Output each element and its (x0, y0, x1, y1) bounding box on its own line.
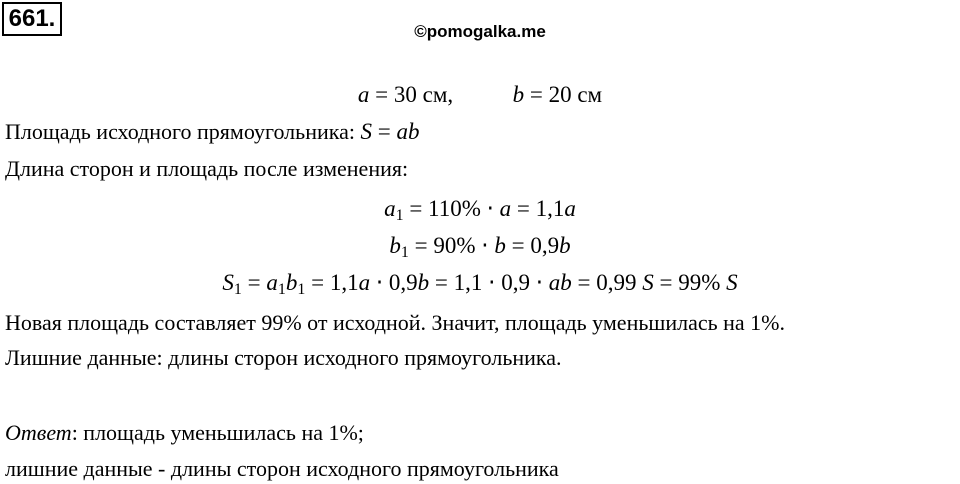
eq3-a2: a (358, 270, 371, 295)
eq2-sub: 1 (400, 244, 409, 261)
eq3-a: a (266, 270, 278, 295)
eq3-b2: b (417, 270, 430, 295)
area-eq: = (371, 119, 397, 144)
eq1-a2: a (499, 196, 512, 221)
eq3-b-sub: 1 (297, 281, 306, 298)
eq3-eq: = (241, 270, 267, 295)
problem-number: 661. (2, 2, 62, 36)
equation-b1 (0, 231, 960, 261)
equation-a1 (0, 194, 960, 224)
b-value: = 20 см (524, 82, 603, 107)
eq1-a: a (384, 196, 396, 221)
area-s: S (360, 119, 372, 144)
eq1-rhs: = 110% ⋅ (403, 196, 500, 221)
eq2-rhs: = 90% ⋅ (408, 233, 495, 258)
answer-line-2: лишние данные - длины сторон исходного прямоугольника (5, 456, 559, 481)
area-ab: ab (396, 119, 420, 144)
area-label: Площадь исходного прямоугольника: (5, 119, 361, 144)
answer-line (5, 420, 364, 446)
area-line (5, 119, 419, 145)
var-a: a (357, 82, 370, 107)
eq3-p5: = 99% (653, 270, 727, 295)
eq3-p2: ⋅ 0,9 (370, 270, 418, 295)
eq1-mid: = 1,1 (511, 196, 565, 221)
extra-data-text: Лишние данные: длины сторон исходного прямоугольника. (5, 345, 562, 370)
eq2-mid: = 0,9 (505, 233, 560, 258)
eq3-ab: ab (548, 270, 572, 295)
eq3-s-sub: 1 (233, 281, 242, 298)
eq3-p4: = 0,99 (571, 270, 643, 295)
watermark: ©pomogalka.me (414, 22, 546, 41)
eq3-s3: S (726, 270, 738, 295)
change-label: Длина сторон и площадь после изменения: (5, 156, 409, 181)
eq3-a-sub: 1 (277, 281, 286, 298)
answer-label: Ответ (5, 420, 72, 445)
equation-s1 (0, 268, 960, 298)
eq3-b: b (285, 270, 298, 295)
eq2-b3: b (559, 233, 571, 258)
given-values (0, 80, 960, 110)
eq3-s2: S (642, 270, 654, 295)
eq3-p3: = 1,1 ⋅ 0,9 ⋅ (429, 270, 549, 295)
eq1-a3: a (564, 196, 576, 221)
eq2-b: b (389, 233, 401, 258)
conclusion-text: Новая площадь составляет 99% от исходной. Значит, площадь уменьшилась на 1%. (5, 310, 786, 335)
eq3-s: S (222, 270, 234, 295)
a-value: = 30 см, (369, 82, 454, 107)
eq2-b2: b (494, 233, 506, 258)
eq1-sub: 1 (395, 207, 404, 224)
answer-text: : площадь уменьшилась на 1%; (71, 420, 364, 445)
var-b: b (512, 82, 525, 107)
eq3-p1: = 1,1 (305, 270, 359, 295)
